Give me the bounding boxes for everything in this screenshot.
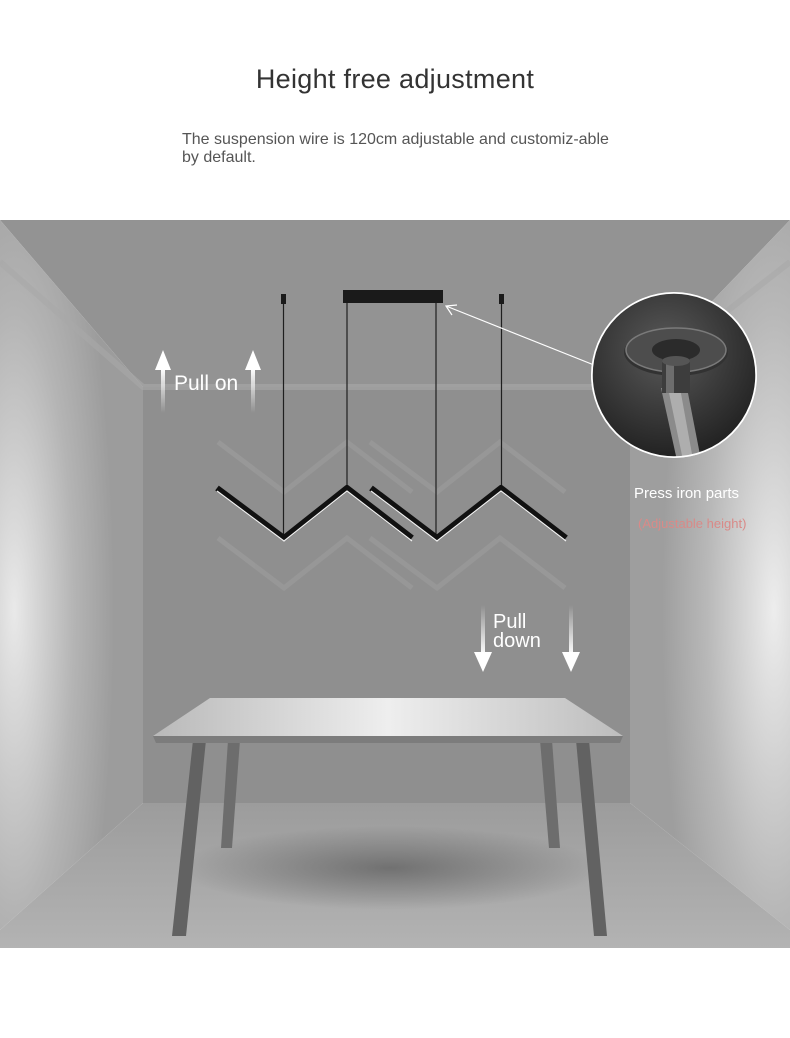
press-iron-parts-label: Press iron parts	[634, 485, 740, 502]
pull-down-label	[493, 613, 541, 651]
table-shadow	[180, 826, 600, 910]
room-illustration	[0, 220, 790, 948]
header-section	[0, 0, 790, 220]
pull-down-label-line1: Pull	[493, 611, 527, 633]
page-title: Height free adjustment	[255, 64, 535, 94]
room-scene	[0, 220, 790, 948]
ceiling-canopy	[343, 290, 443, 303]
pull-on-label: Pull on	[174, 372, 239, 395]
pull-down-label-line2: down	[493, 630, 541, 652]
description-text: The suspension wire is 120cm adjustable and customiz-able by default.	[182, 131, 609, 166]
adjustable-height-label: (Adjustable height)	[638, 516, 747, 531]
